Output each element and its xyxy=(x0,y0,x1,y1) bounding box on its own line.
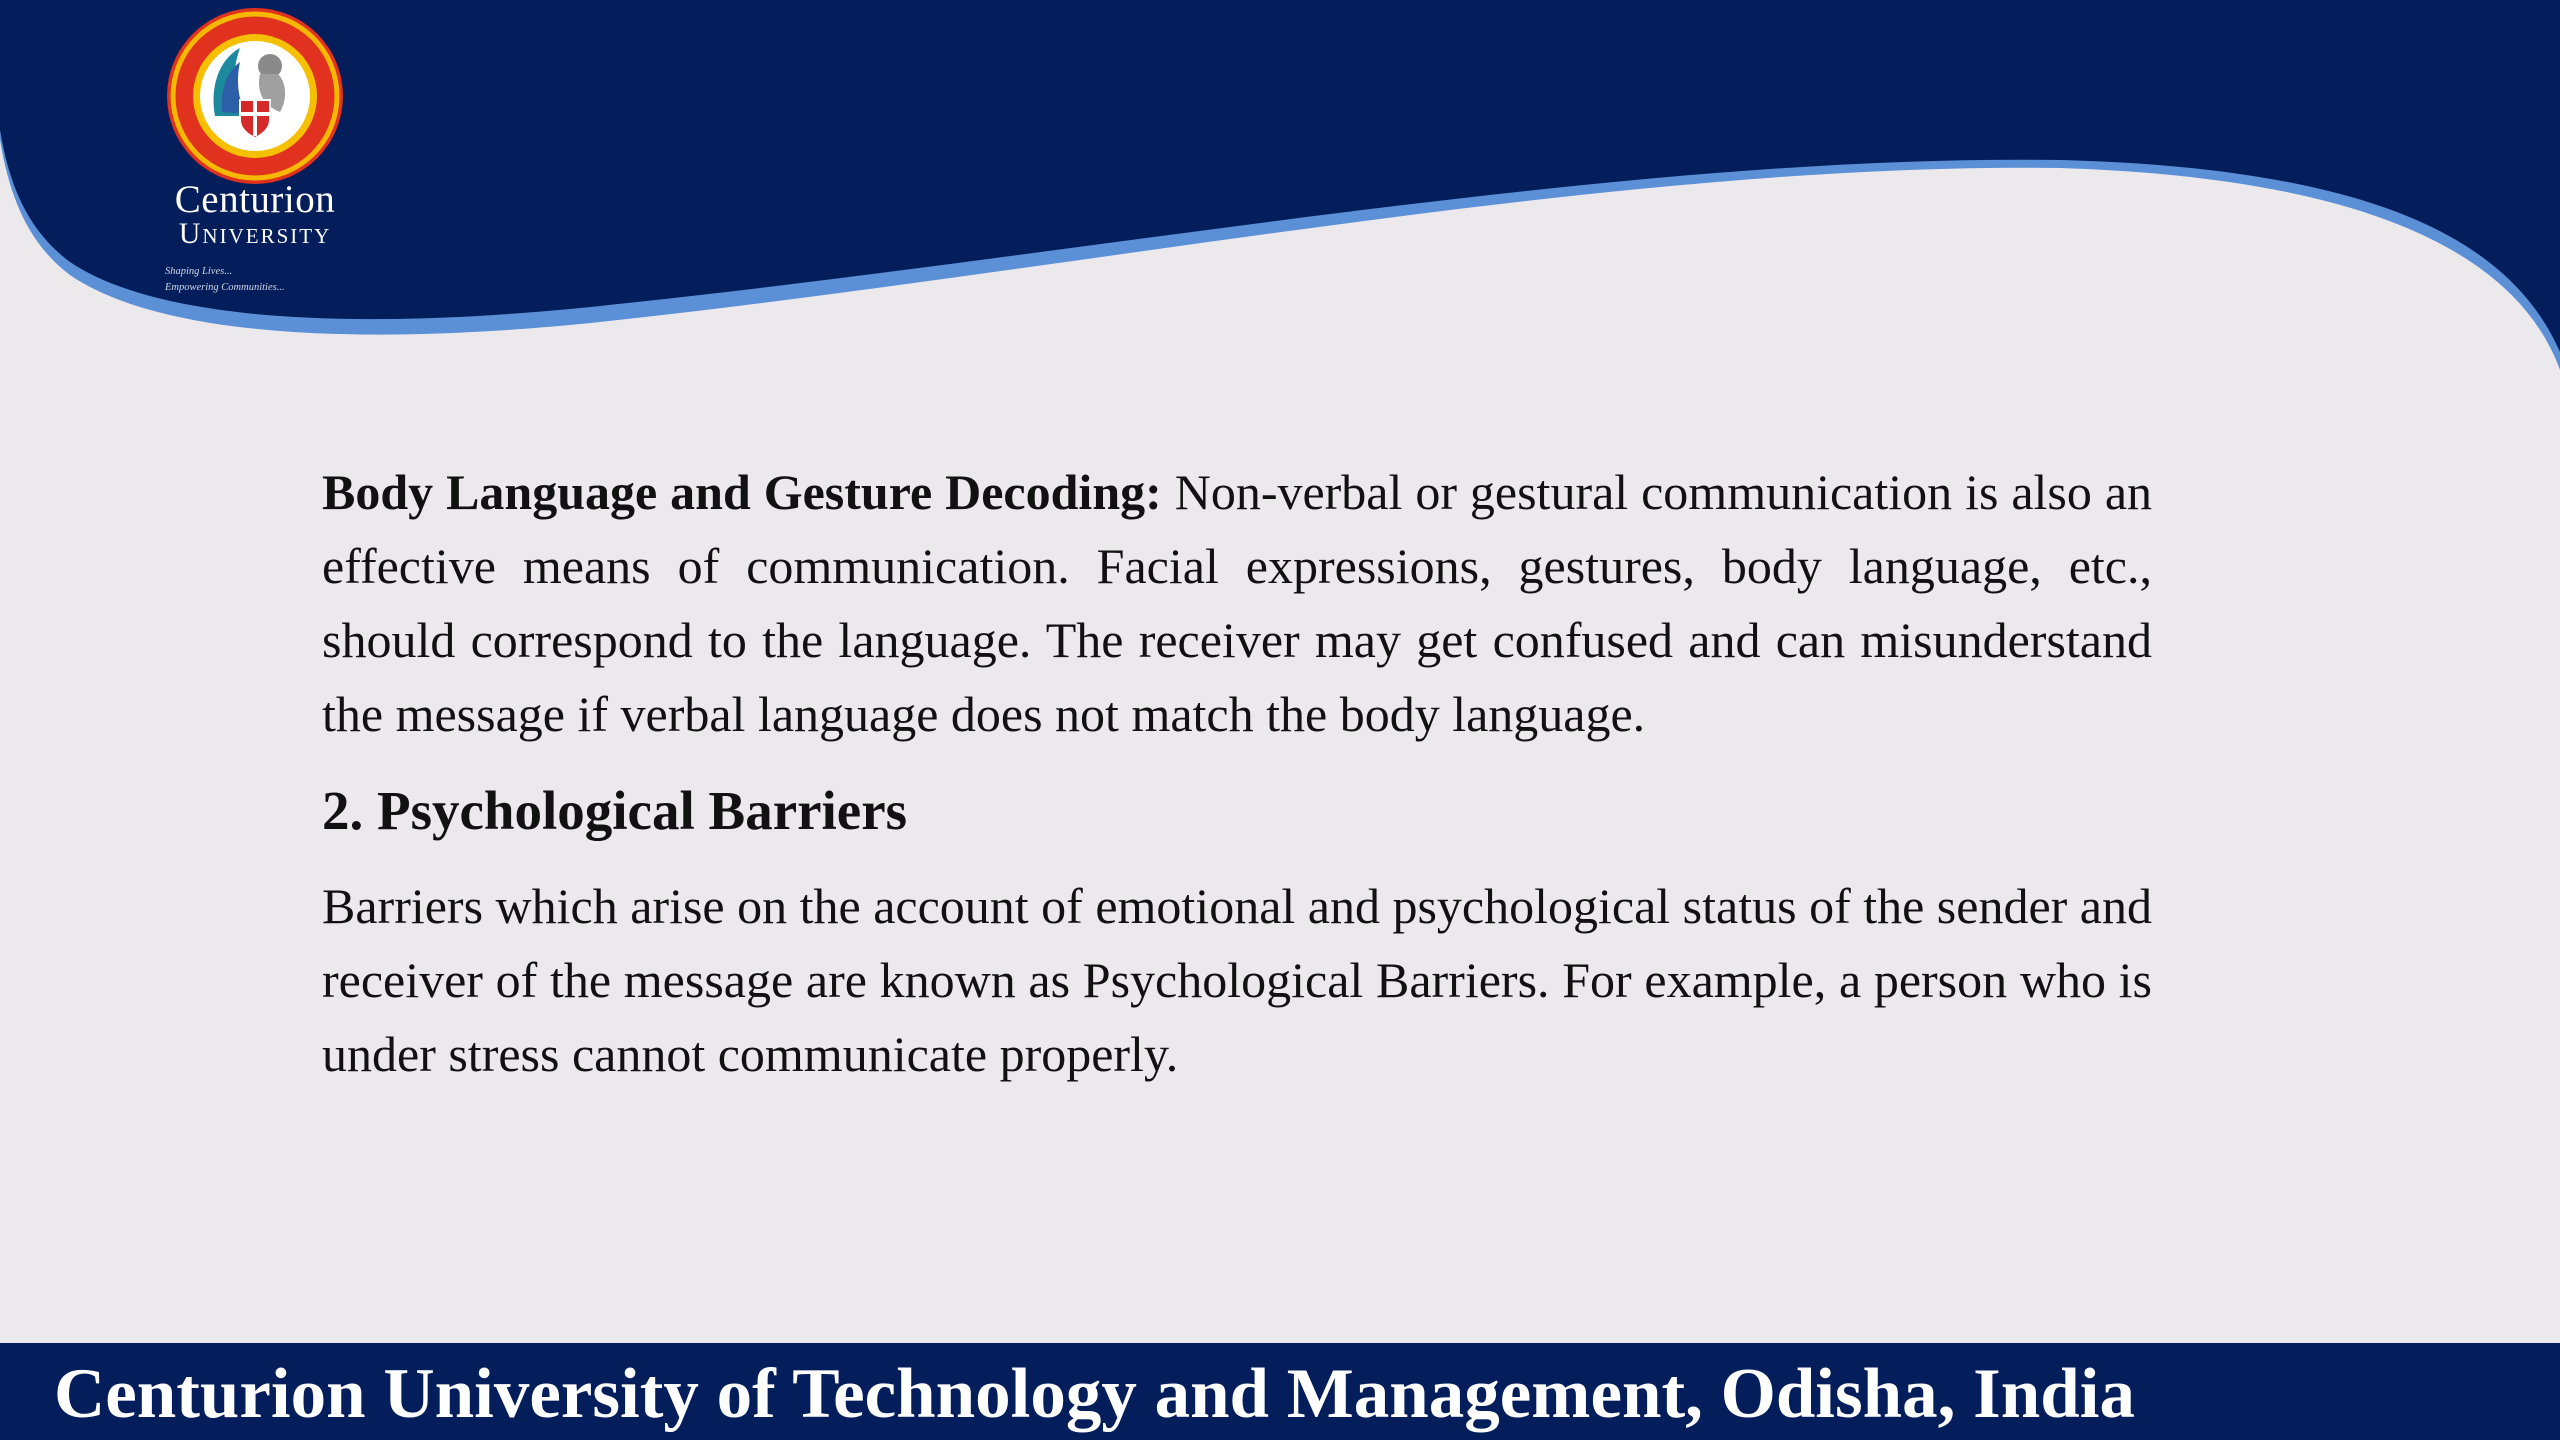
university-logo xyxy=(160,8,350,298)
body-language-term: Body Language and Gesture Decoding: xyxy=(322,464,1162,520)
footer-banner xyxy=(0,1343,2560,1440)
body-language-text: Non-verbal or gestural communication is also an effective means of communication. Facial expressions, gestures, body language, etc., should correspond to the language. The receiver may get confused and can misunderstand the message if verbal language does not match the body language. xyxy=(322,464,2153,742)
university-emblem-icon xyxy=(160,8,350,188)
logo-name: Centurion xyxy=(174,178,336,221)
logo-tagline-line-1: Shaping Lives... xyxy=(165,266,233,277)
slide-content xyxy=(322,455,2152,1091)
body-language-paragraph xyxy=(322,455,2152,751)
footer-text: Centurion University of Technology and Management, Odisha, India xyxy=(54,1355,2135,1433)
logo-subtitle: University xyxy=(178,217,332,250)
header-wave-banner xyxy=(0,0,2560,380)
section-heading: 2. Psychological Barriers xyxy=(322,780,908,841)
logo-tagline xyxy=(165,264,355,296)
logo-tagline-line-2: Empowering Communities... xyxy=(165,282,285,293)
psychological-barriers-paragraph: Barriers which arise on the account of emotional and psychological status of the sender and receiver of the message are known as Psychological Barriers. For example, a person who is under stress cannot communicate properly. xyxy=(322,878,2152,1082)
